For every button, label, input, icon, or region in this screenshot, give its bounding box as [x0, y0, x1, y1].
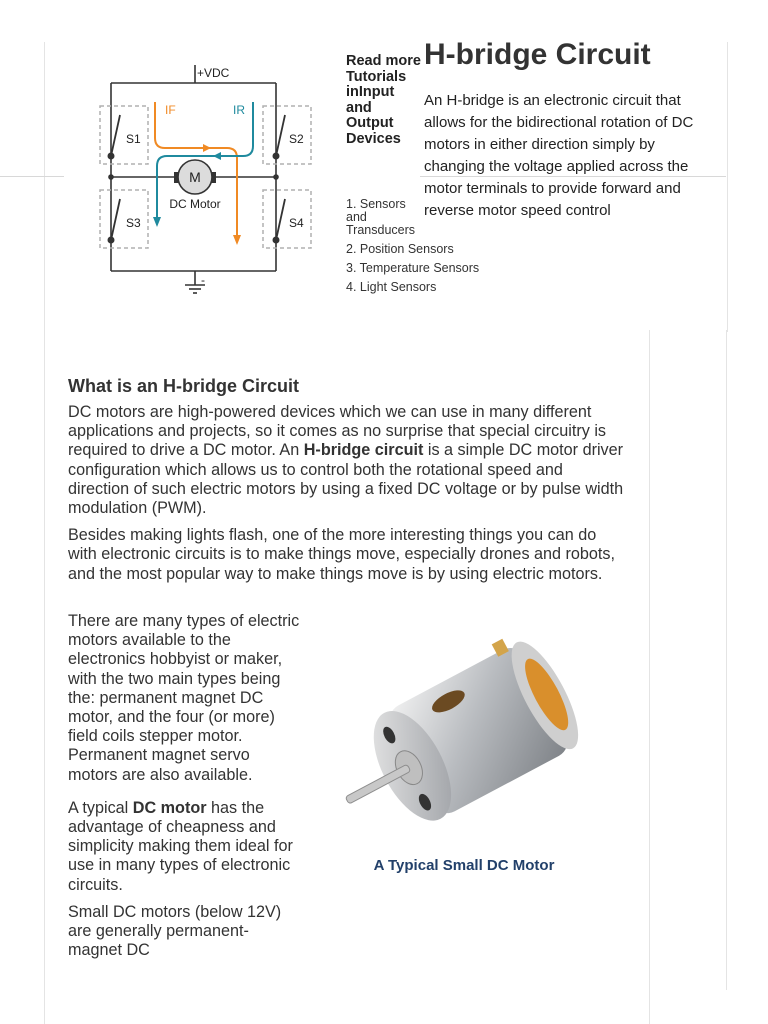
- reverse-current-label: IR: [233, 103, 245, 117]
- switch-s2-label: S2: [289, 132, 304, 146]
- page-title: H-bridge Circuit: [424, 38, 651, 71]
- article-section: [68, 376, 628, 592]
- supply-label: +VDC: [197, 66, 230, 80]
- paragraph-4-text-b: has the advantage of cheapness and simplicity making them ideal for use in many types of electronic circuits.: [68, 798, 293, 894]
- motor-symbol: M: [189, 169, 201, 185]
- forward-current-label: IF: [165, 103, 176, 117]
- divider-left: [0, 176, 64, 177]
- tutorials-list: [346, 197, 480, 300]
- paragraph-5: Small DC motors (below 12V) are generally permanent-magnet DC: [68, 902, 282, 960]
- tutorial-link-temperature-sensors[interactable]: 3. Temperature Sensors: [346, 261, 480, 275]
- motor-label: DC Motor: [169, 197, 221, 211]
- narrow-text-column: [68, 612, 300, 968]
- paragraph-4-text-a: A typical: [68, 798, 133, 817]
- paragraph-2: Besides making lights flash, one of the more interesting things you can do with electronic circuits is to make things move, especially drones and robots, and the most popular way to make things move is by using electric motors.: [68, 526, 616, 583]
- paragraph-3: There are many types of electric motors available to the electronics hobbyist or maker, with the two main types being the: permanent magnet DC motor, and the four (or more) field coils stepper motor. Permanent magnet servo motors are also available.: [68, 612, 300, 784]
- tutorial-link-sensors[interactable]: 1. Sensors and Transducers: [346, 197, 416, 237]
- paragraph-4: [68, 799, 300, 895]
- tutorial-link-position-sensors[interactable]: 2. Position Sensors: [346, 242, 454, 256]
- h-bridge-circuit-diagram: [95, 60, 325, 300]
- paragraph-1-text-a: DC motors are high-powered devices which we can use in many different applications and projects, so it comes as no surprise that special circuitry is required to drive a DC motor. An: [68, 403, 607, 460]
- section-heading: What is an H-bridge Circuit: [68, 376, 300, 396]
- switch-s3-label: S3: [126, 216, 141, 230]
- paragraph-4-bold: DC motor: [132, 798, 207, 817]
- tutorial-link-light-sensors[interactable]: 4. Light Sensors: [346, 280, 437, 294]
- figure-caption: A Typical Small DC Motor: [373, 857, 555, 874]
- paragraph-1: [68, 403, 628, 518]
- ground-label: -: [201, 273, 205, 287]
- intro-text: An H-bridge is an electronic circuit that allows for the bidirectional rotation of DC motors in either direction simply by changing the voltage applied across the motor terminals to provide forward and reverse motor speed control: [424, 92, 694, 219]
- tutorials-heading: Read more Tutorials inInput and Output Devices: [346, 53, 421, 147]
- right-rail: [726, 330, 727, 990]
- dc-motor-image: [326, 622, 616, 842]
- paragraph-1-bold: H-bridge circuit: [303, 441, 424, 460]
- paragraph-1-text-b: is a simple DC motor driver configuration which allows us to control both the rotational speed and direction of such electric motors by using a fixed DC voltage or by pulse width modulation (PWM).: [68, 441, 624, 518]
- switch-s1-label: S1: [126, 132, 141, 146]
- switch-s4-label: S4: [289, 216, 304, 230]
